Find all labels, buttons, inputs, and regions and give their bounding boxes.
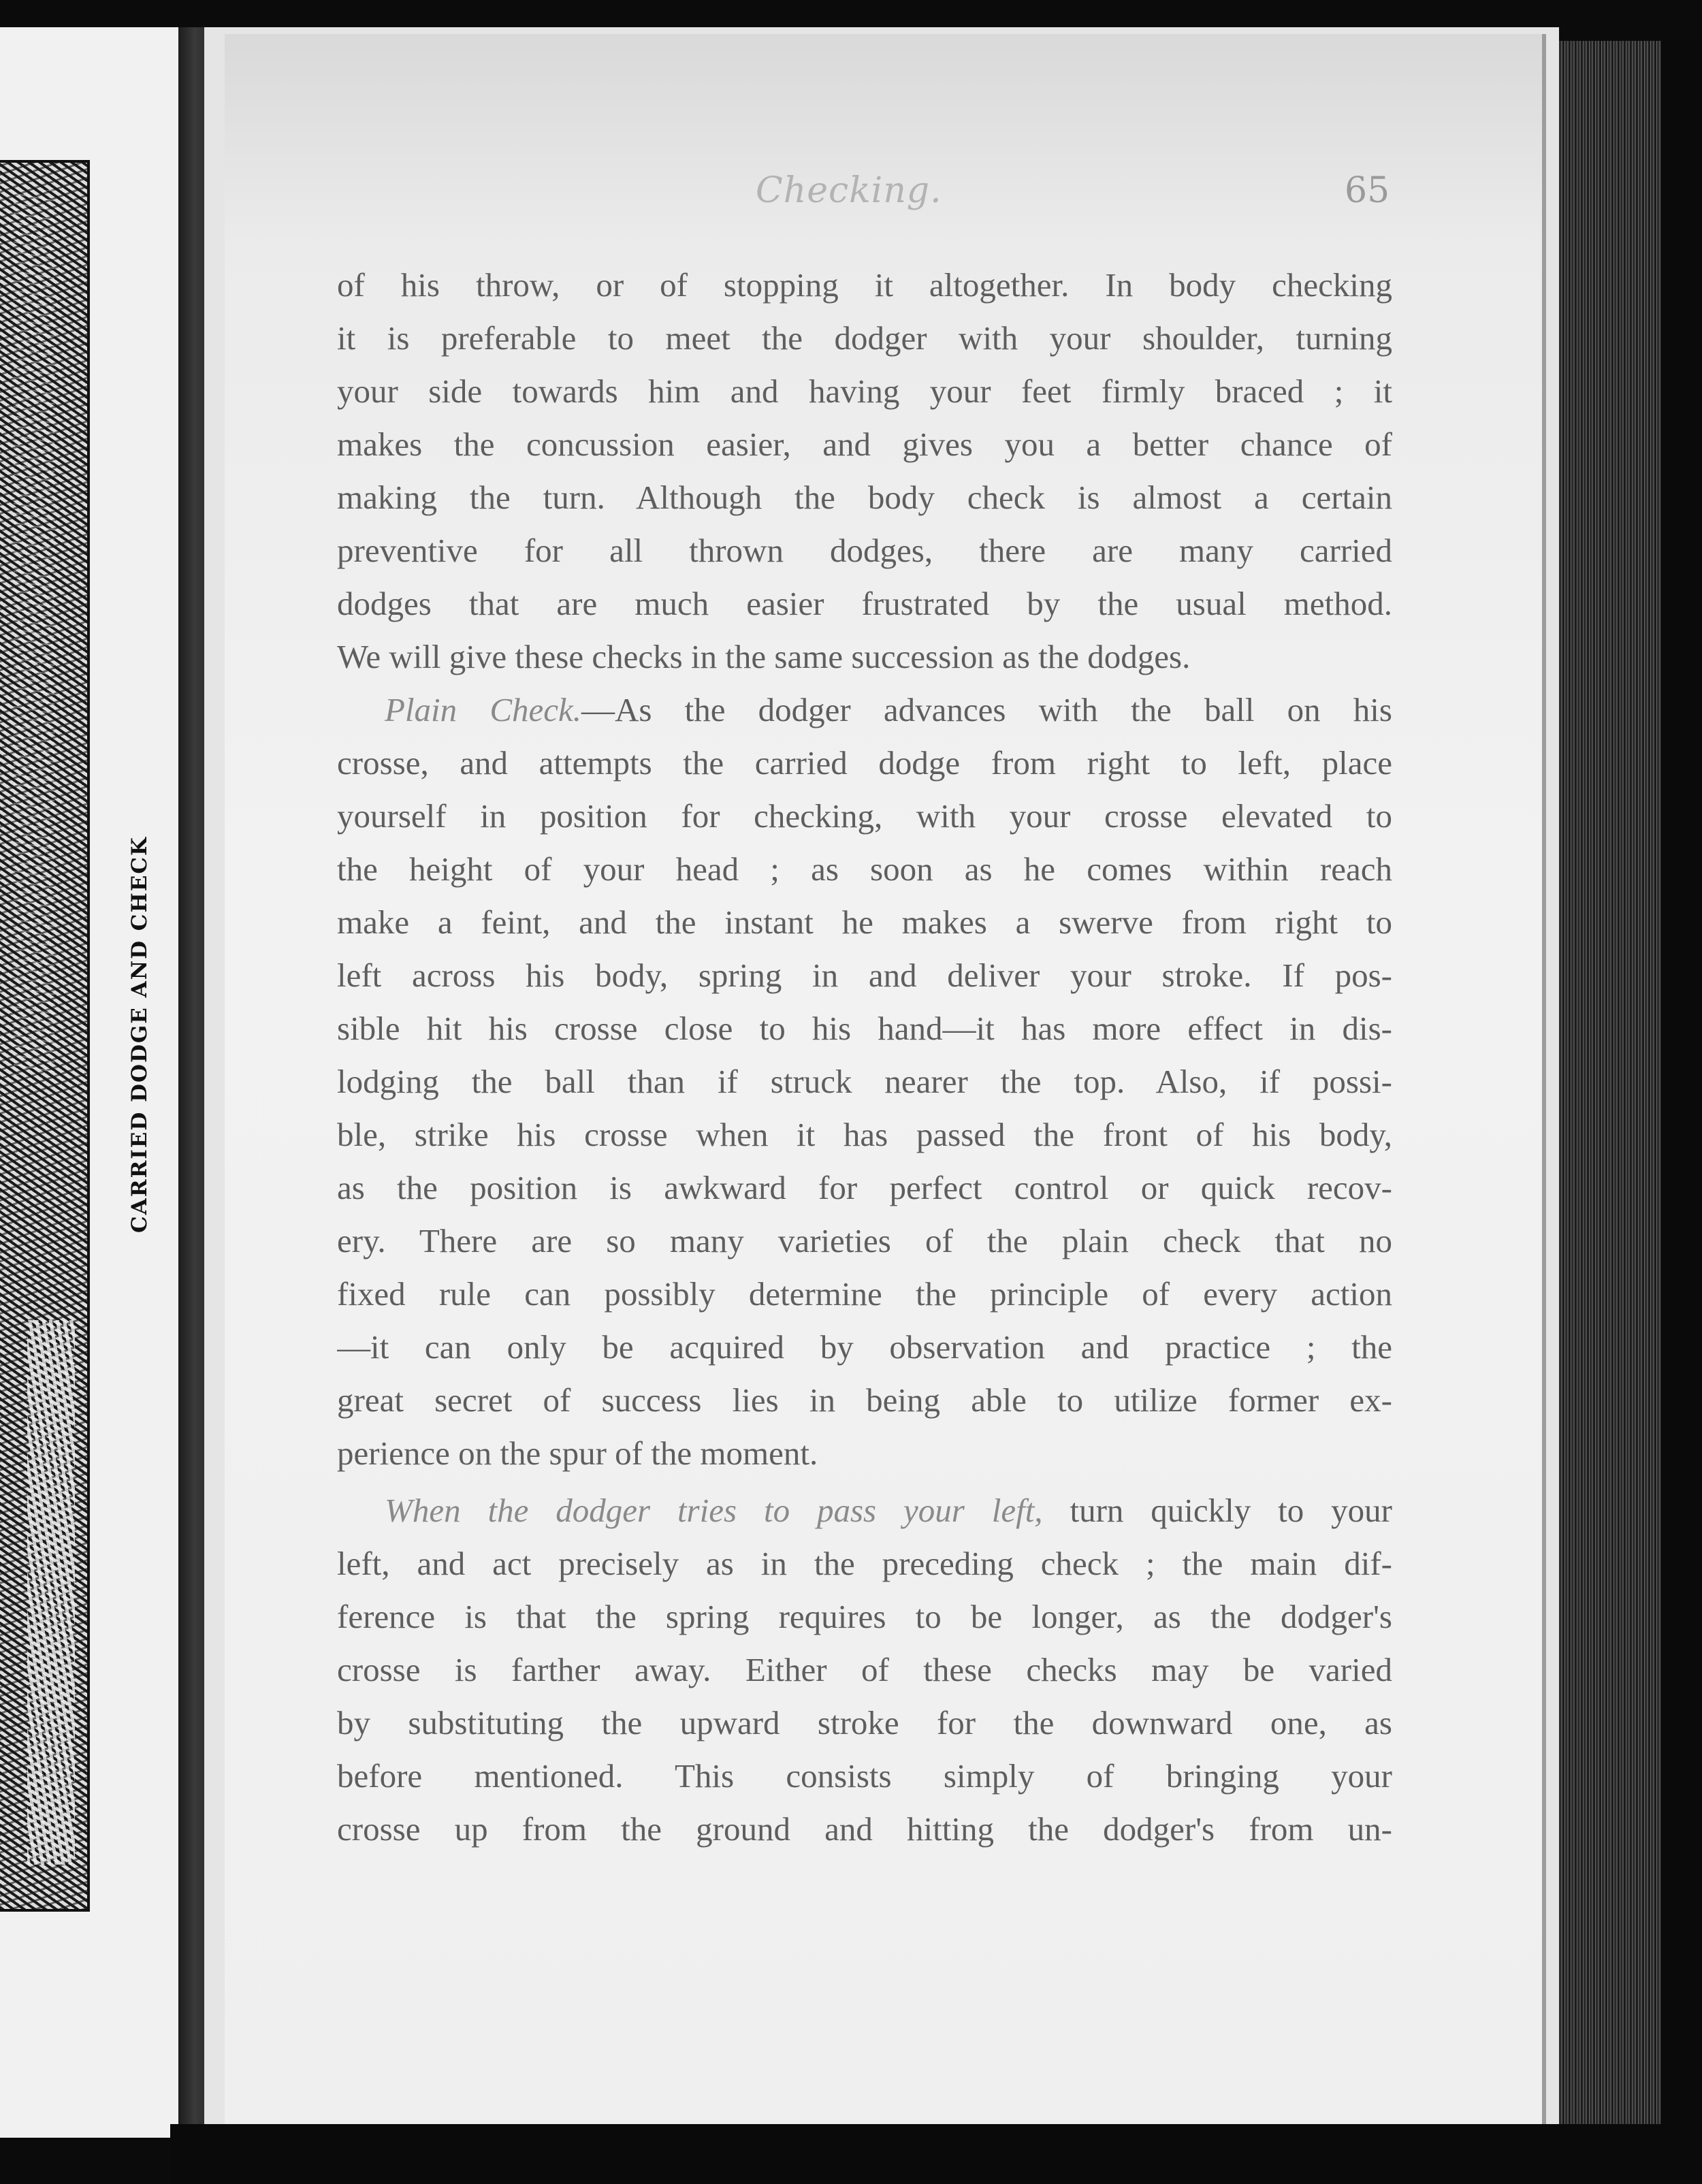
text-line: lodging the ball than if struck nearer the top. Also, if possi- [337,1063,1392,1100]
bottom-shadow [170,2124,1702,2184]
engraving-illustration [0,160,90,1912]
text-line: the height of your head ; as soon as he comes within reach [337,850,1392,888]
text-line: as the position is awkward for perfect control or quick recov- [337,1169,1392,1206]
text-line: ble, strike his crosse when it has passed the front of his body, [337,1116,1392,1153]
plain-check-heading: Plain Check. [385,691,582,728]
text-line: sible hit his crosse close to his hand—it has more effect in dis- [337,1010,1392,1047]
text-line: ference is that the spring requires to be longer, as the dodger's [337,1598,1392,1635]
body-text [337,259,1392,1856]
text-line: your side towards him and having your feet firmly braced ; it [337,372,1392,410]
plain-check-lead: —As the dodger advances with the ball on his [581,691,1392,728]
text-line: left, and act precisely as in the preceding check ; the main dif- [337,1545,1392,1582]
facing-plate-page [0,27,197,2138]
text-line: great secret of success lies in being able to utilize former ex- [337,1381,1392,1419]
paragraph-plain-check [337,684,1392,737]
text-line: it is preferable to meet the dodger with your shoulder, turning [337,319,1392,357]
text-line: dodges that are much easier frustrated by the usual method. [337,585,1392,622]
text-line: before mentioned. This consists simply of bringing your [337,1757,1392,1795]
text-line: crosse is farther away. Either of these checks may be varied [337,1651,1392,1688]
text-line: by substituting the upward stroke for the downward one, as [337,1704,1392,1741]
text-line: fixed rule can possibly determine the principle of every action [337,1275,1392,1313]
text-line: of his throw, or of stopping it altogether. In body checking [337,266,1392,304]
running-head [225,170,1542,225]
left-pass-heading: When the dodger tries to pass your left, [385,1492,1043,1529]
text-line: makes the concussion easier, and gives you a better chance of [337,425,1392,463]
page-edges [1559,41,1702,2151]
text-line: —it can only be acquired by observation and practice ; the [337,1328,1392,1366]
text-line: make a feint, and the instant he makes a swerve from right to [337,903,1392,941]
paragraph-left-pass [337,1484,1392,1537]
text-page [204,27,1559,2124]
text-line: We will give these checks in the same succession as the dodges. [337,638,1191,675]
text-line: crosse up from the ground and hitting the dodger's from un- [337,1810,1392,1848]
page-paper [225,34,1546,2124]
page-number: 65 [1345,170,1390,211]
running-title: Checking. [756,170,942,211]
text-line: left across his body, spring in and deliver your stroke. If pos- [337,957,1392,994]
text-line: yourself in position for checking, with your crosse elevated to [337,797,1392,835]
text-line: ery. There are so many varieties of the plain check that no [337,1222,1392,1259]
text-line: perience on the spur of the moment. [337,1434,818,1472]
text-line: preventive for all thrown dodges, there are many carried [337,532,1392,569]
text-line: crosse, and attempts the carried dodge from right to left, place [337,744,1392,782]
left-pass-lead: turn quickly to your [1042,1492,1392,1529]
plate-caption: CARRIED DODGE AND CHECK [127,836,152,1234]
text-line: making the turn. Although the body check is almost a certain [337,479,1392,516]
